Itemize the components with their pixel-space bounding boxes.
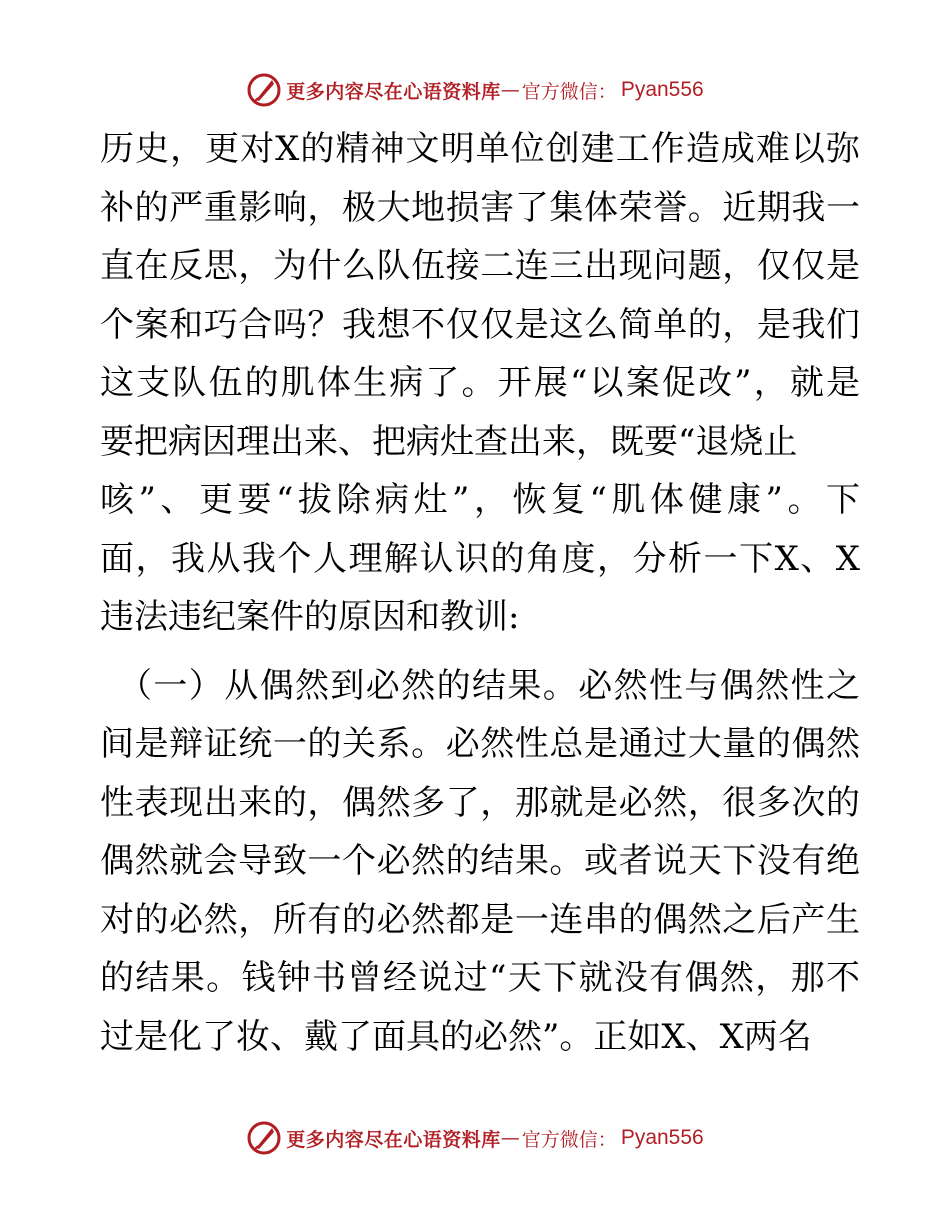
text-line: 性表现出来的，偶然多了，那就是必然，很多次的 — [100, 782, 860, 823]
footer-banner — [0, 1118, 950, 1158]
text-line: （一）从偶然到必然的结果。必然性与偶然性之 — [118, 665, 860, 706]
text-line: 间是辩证统一的关系。必然性总是通过大量的偶然 — [100, 724, 860, 764]
quill-logo-icon — [246, 72, 282, 108]
paragraph-1 — [100, 120, 860, 647]
document-body — [100, 120, 860, 1066]
text-line: 违法违纪案件的原因和教训: — [100, 597, 520, 637]
paragraph-2 — [100, 657, 860, 1067]
text-line: 这支队伍的肌体生病了。开展“以案促改”，就是 — [100, 363, 860, 403]
text-line: 的结果。钱钟书曾经说过“天下就没有偶然，那不 — [100, 958, 860, 998]
banner-wechat-id: Pyan556 — [620, 1126, 704, 1149]
text-line: 对的必然，所有的必然都是一连串的偶然之后产生 — [100, 899, 860, 940]
text-line: 过是化了妆、戴了面具的必然”。正如X、X两名 — [100, 1016, 812, 1057]
banner-brand-text: 更多内容尽在心语资料库 — [286, 80, 501, 103]
header-banner — [0, 70, 950, 110]
quill-logo-icon — [246, 1120, 282, 1156]
text-line: 个案和巧合吗？我想不仅仅是这么简单的，是我们 — [100, 304, 860, 345]
text-line: 偶然就会导致一个必然的结果。或者说天下没有绝 — [100, 841, 860, 881]
text-line: 历史，更对X的精神文明单位创建工作造成难以弥 — [100, 129, 860, 169]
text-line: 要把病因理出来、把病灶查出来，既要“退烧止 — [100, 421, 798, 462]
banner-wechat-id: Pyan556 — [620, 78, 704, 101]
banner-dash: — — [500, 79, 520, 101]
text-line: 直在反思，为什么队伍接二连三出现问题，仅仅是 — [100, 246, 860, 286]
text-line: 面，我从我个人理解认识的角度，分析一下X、X — [100, 538, 860, 579]
banner-dash: — — [500, 1127, 520, 1149]
banner-wechat-label: 官方微信： — [521, 1128, 617, 1151]
banner-wechat-label: 官方微信： — [521, 80, 617, 103]
text-line: 咳”、更要“拔除病灶”，恢复“肌体健康”。下 — [100, 480, 860, 520]
banner-brand-text: 更多内容尽在心语资料库 — [286, 1128, 501, 1151]
text-line: 补的严重影响，极大地损害了集体荣誉。近期我一 — [100, 187, 860, 228]
